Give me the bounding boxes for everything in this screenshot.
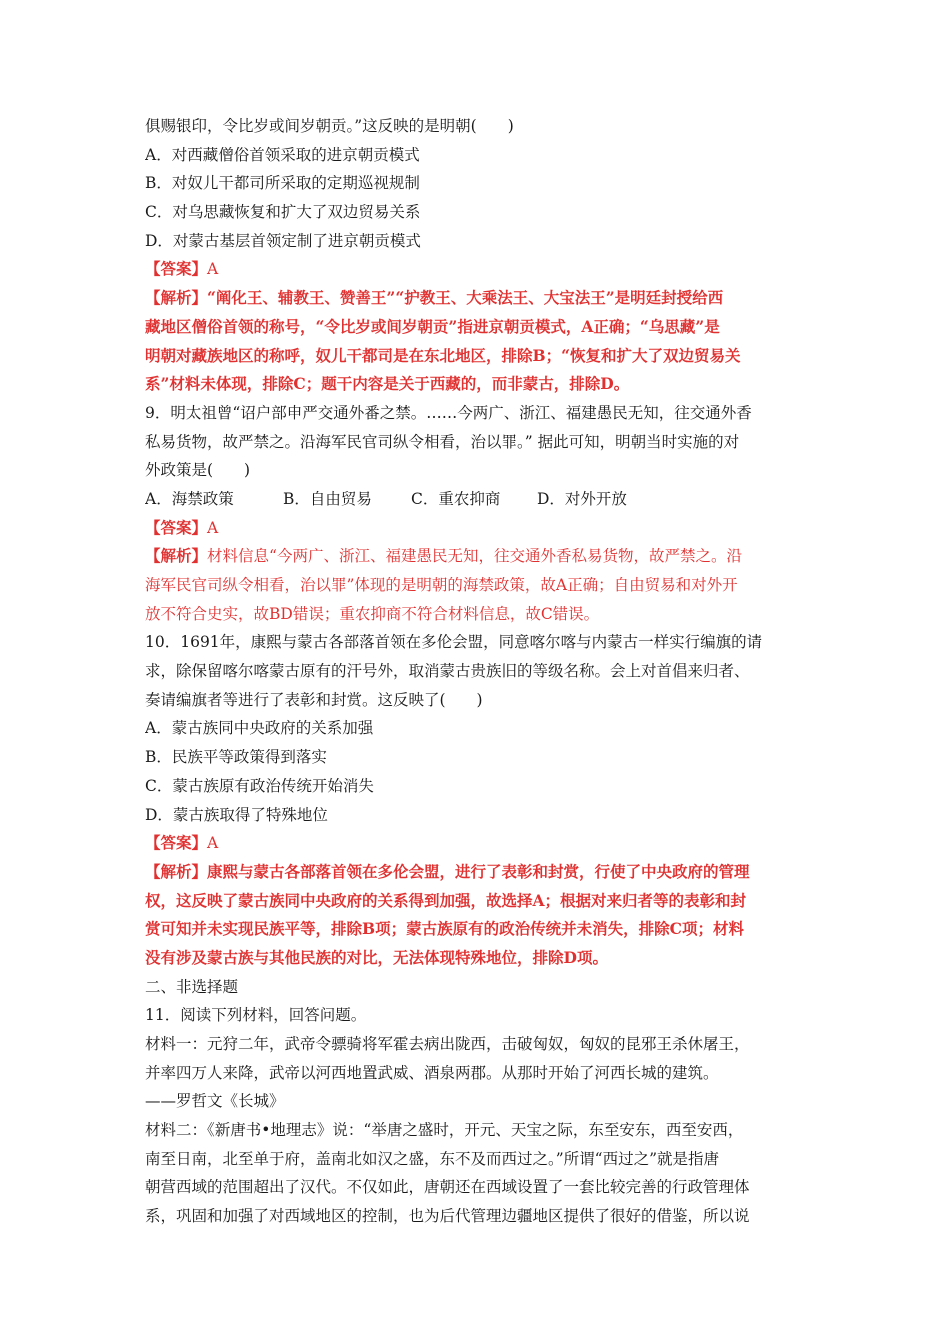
q8-answer-value: A — [207, 260, 219, 279]
q10-option-b: B．民族平等政策得到落实 — [145, 748, 327, 767]
q8-analysis-text-1: “阐化王、辅教王、赞善王”“护教王、大乘法王、大宝法王”是明廷封授给西 — [207, 288, 724, 308]
q8-answer — [145, 255, 810, 284]
q8-analysis-line-2: 藏地区僧俗首领的称号，“令比岁或间岁朝贡”指进京朝贡模式，A正确；“乌思藏”是 — [145, 316, 720, 336]
q10-stem-line-3: 奏请编旗者等进行了表彰和封赏。这反映了( ) — [145, 690, 483, 709]
q10-answer — [145, 829, 810, 858]
q9-option-c: C．重农抑商 — [411, 489, 501, 508]
q9-stem-line-2: 私易货物，故严禁之。沿海军民官司纵令相看，治以罪。” 据此可知，明朝当时实施的对 — [145, 432, 740, 451]
q9-options — [145, 485, 810, 514]
q10-stem-line-2: 求，除保留喀尔喀蒙古原有的汗号外，取消蒙古贵族旧的等级名称。会上对首倡来归者、 — [145, 662, 750, 681]
q9-answer — [145, 514, 810, 543]
q9-analysis-line-2: 海军民官司纵令相看，治以罪”体现的是明朝的海禁政策，故A正确；自由贸易和对外开 — [145, 576, 738, 594]
material2-line-4: 系，巩固和加强了对西域地区的控制，也为后代管理边疆地区提供了很好的借鉴，所以说 — [145, 1207, 750, 1226]
q9-option-b: B．自由贸易 — [283, 489, 372, 508]
q10-option-a: A．蒙古族同中央政府的关系加强 — [145, 719, 374, 738]
section-heading: 二、非选择题 — [145, 977, 239, 996]
document-content — [145, 112, 810, 1231]
q10-stem-line-1: 10．1691年，康熙与蒙古各部落首领在多伦会盟，同意喀尔喀与内蒙古一样实行编旗的请 — [145, 633, 763, 652]
q9-stem-line-1: 9．明太祖曾“诏户部申严交通外番之禁。……今两广、浙江、福建愚民无知，往交通外香 — [145, 403, 752, 422]
q10-analysis-line-3: 赏可知并未实现民族平等，排除B项；蒙古族原有的政治传统并未消失，排除C项；材料 — [145, 919, 744, 939]
q9-analysis-text-1: 材料信息“今两广、浙江、福建愚民无知，往交通外香私易货物，故严禁之。沿 — [207, 547, 742, 566]
material1-line-1: 材料一：元狩二年，武帝令骠骑将军霍去病出陇西，击破匈奴，匈奴的昆邪王杀休屠王， — [145, 1035, 750, 1053]
q9-analysis-label: 【解析】 — [145, 546, 208, 566]
q10-option-c: C．蒙古族原有政治传统开始消失 — [145, 776, 374, 795]
q9-option-a: A．海禁政策 — [145, 489, 234, 508]
q8-option-b: B．对奴儿干都司所采取的定期巡视规制 — [145, 174, 420, 193]
q8-answer-label: 【答案】 — [145, 259, 208, 279]
q10-analysis-line-4: 没有涉及蒙古族与其他民族的对比，无法体现特殊地位，排除D项。 — [145, 947, 608, 967]
q8-option-a: A．对西藏僧俗首领采取的进京朝贡模式 — [145, 145, 420, 164]
q8-analysis-label: 【解析】 — [145, 288, 208, 308]
q10-answer-value: A — [207, 834, 219, 853]
q9-option-d: D．对外开放 — [537, 489, 627, 508]
q10-analysis-line-1 — [145, 858, 810, 887]
q8-analysis-line-4: 系”材料未体现，排除C；题干内容是关于西藏的，而非蒙古，排除D。 — [145, 374, 630, 394]
material1-line-2: 并率四万人来降，武帝以河西地置武威、酒泉两郡。从那时开始了河西长城的建筑。 — [145, 1063, 719, 1082]
q10-answer-label: 【答案】 — [145, 833, 208, 853]
q11-stem: 11．阅读下列材料，回答问题。 — [145, 1006, 367, 1025]
q8-analysis-line-3: 明朝对藏族地区的称呼，奴儿干都司是在东北地区，排除B；“恢复和扩大了双边贸易关 — [145, 345, 741, 365]
material1-source: ——罗哲文《长城》 — [145, 1092, 285, 1111]
material2-line-1: 材料二：《新唐书•地理志》说：“举唐之盛时，开元、天宝之际，东至安东，西至安西， — [145, 1121, 744, 1140]
q8-option-c: C．对乌思藏恢复和扩大了双边贸易关系 — [145, 203, 421, 222]
q10-analysis-text-1: 康熙与蒙古各部落首领在多伦会盟，进行了表彰和封赏，行使了中央政府的管理 — [207, 861, 750, 881]
q10-analysis-label: 【解析】 — [145, 861, 208, 881]
q9-stem-line-3: 外政策是( ) — [145, 461, 251, 480]
q9-answer-value: A — [207, 518, 219, 537]
q10-option-d: D．蒙古族取得了特殊地位 — [145, 805, 328, 824]
q9-analysis-line-3: 放不符合史实，故BD错误；重农抑商不符合材料信息，故C错误。 — [145, 604, 600, 623]
q8-stem-tail: 俱赐银印，令比岁或间岁朝贡。”这反映的是明朝( ) — [145, 117, 514, 135]
q9-answer-label: 【答案】 — [145, 517, 208, 537]
q8-analysis-line-1 — [145, 284, 810, 313]
q10-analysis-line-2: 权，这反映了蒙古族同中央政府的关系得到加强，故选择A；根据对来归者等的表彰和封 — [145, 890, 747, 910]
q9-analysis-line-1 — [145, 542, 810, 571]
q8-option-d: D．对蒙古基层首领定制了进京朝贡模式 — [145, 231, 421, 250]
material2-line-3: 朝营西域的范围超出了汉代。不仅如此，唐朝还在西域设置了一套比较完善的行政管理体 — [145, 1178, 750, 1197]
material2-line-2: 南至日南，北至单于府，盖南北如汉之盛，东不及而西过之。”所谓“西过之”就是指唐 — [145, 1149, 720, 1168]
